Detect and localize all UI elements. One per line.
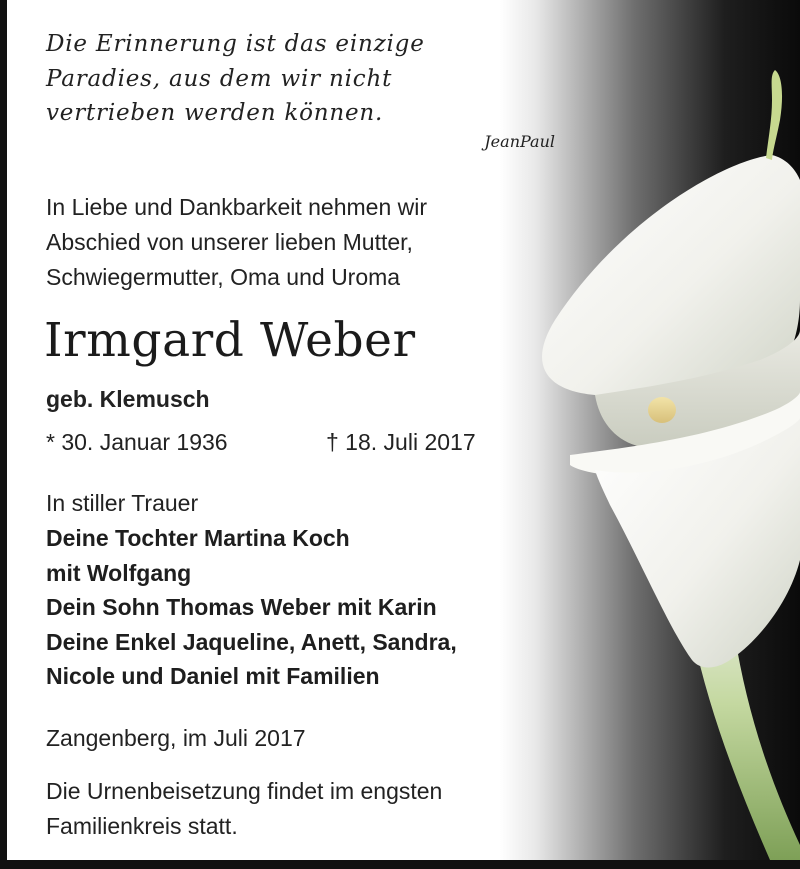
maiden-name: geb. Klemusch bbox=[46, 386, 210, 412]
deceased-name: Irmgard Weber bbox=[44, 313, 416, 368]
calla-lily-icon bbox=[500, 0, 800, 860]
mourner-line: mit Wolfgang bbox=[46, 559, 192, 586]
life-dates bbox=[46, 424, 516, 460]
mourner-line: Deine Tochter Martina Koch bbox=[46, 525, 350, 551]
mourner-line: Dein Sohn Thomas Weber mit Karin bbox=[46, 594, 437, 620]
mourning-label: In stiller Trauer bbox=[46, 490, 199, 516]
mourner-line: Deine Enkel Jaqueline, Anett, Sandra, bbox=[46, 628, 457, 655]
frame-bottom-border bbox=[0, 860, 800, 869]
mourner-line: Nicole und Daniel mit Familien bbox=[46, 663, 380, 689]
death-date: † 18. Juli 2017 bbox=[326, 429, 476, 455]
burial-note: Die Urnenbeisetzung findet im engsten Familienkreis statt. bbox=[46, 778, 443, 839]
intro-text: In Liebe und Dankbarkeit nehmen wir Abschied von unserer lieben Mutter, Schwiegermutter, Oma und Uroma bbox=[46, 194, 428, 290]
calla-lily-image bbox=[500, 0, 800, 860]
birth-date: * 30. Januar 1936 bbox=[46, 429, 228, 455]
mourners-list bbox=[46, 521, 526, 694]
quote-author: JeanPaul bbox=[484, 132, 555, 151]
memorial-quote: Die Erinnerung ist das einzige Paradies, aus dem wir nicht vertrieben werden können. bbox=[46, 31, 425, 126]
place-and-date: Zangenberg, im Juli 2017 bbox=[46, 725, 306, 751]
frame-left-border bbox=[0, 0, 7, 869]
